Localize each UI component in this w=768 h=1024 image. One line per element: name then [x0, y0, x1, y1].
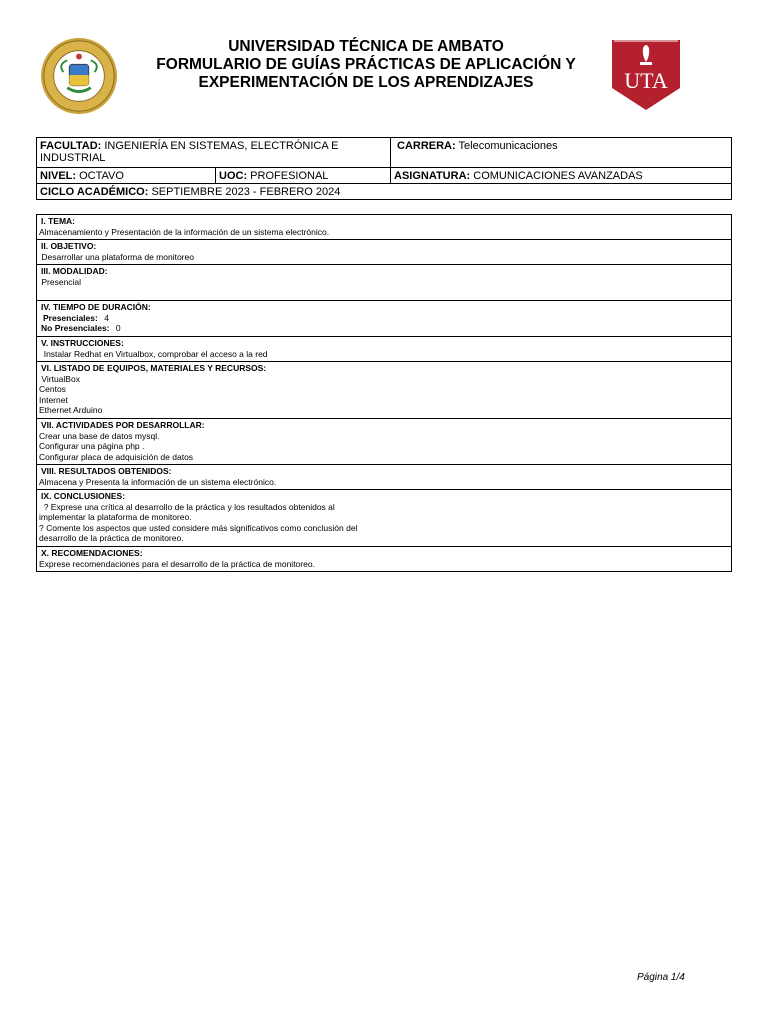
- page-number: Página 1/4: [637, 972, 685, 983]
- document-header: [0, 0, 768, 120]
- section-text: Configurar una página php .: [39, 441, 145, 451]
- uoc-value: PROFESIONAL: [250, 170, 329, 182]
- nivel-cell: [37, 168, 216, 184]
- section-text: implementar la plataforma de monitoreo.: [39, 512, 192, 522]
- uoc-cell: [216, 168, 391, 184]
- practice-guide-table: [36, 214, 732, 572]
- facultad-label: FACULTAD:: [40, 140, 102, 152]
- section-text: Presencial: [39, 276, 82, 287]
- section-text: Configurar placa de adquisición de datos: [39, 451, 194, 462]
- section-title: V. INSTRUCCIONES:: [41, 338, 124, 348]
- section-text: Exprese recomendaciones para el desarrollo de la práctica de monitoreo.: [39, 558, 315, 569]
- svg-text:UTA: UTA: [624, 68, 668, 93]
- section-text: Almacenamiento y Presentación de la información de un sistema electrónico.: [39, 226, 330, 237]
- document-title: [140, 38, 592, 92]
- section-text: Instalar Redhat en Virtualbox, comprobar el acceso a la red: [39, 348, 268, 359]
- section-text: Almacena y Presenta la información de un sistema electrónico.: [39, 476, 277, 487]
- university-seal-icon: [40, 37, 118, 115]
- section-title: X. RECOMENDACIONES:: [41, 548, 143, 558]
- facultad-cell: [37, 138, 391, 168]
- section-listado: [37, 362, 732, 419]
- ciclo-label: CICLO ACADÉMICO:: [40, 186, 149, 198]
- section-text: Ethernet Arduino: [39, 405, 103, 415]
- no-presenciales-value: 0: [115, 323, 121, 333]
- carrera-value: Telecomunicaciones: [458, 140, 558, 152]
- course-info-table: [36, 137, 732, 200]
- facultad-value-2: INDUSTRIAL: [40, 152, 106, 164]
- asignatura-value: COMUNICACIONES AVANZADAS: [473, 170, 643, 182]
- section-recomendaciones: [37, 547, 732, 572]
- section-title: IV. TIEMPO DE DURACIÓN:: [41, 302, 151, 312]
- no-presenciales-row: [39, 323, 729, 334]
- asignatura-label: ASIGNATURA:: [394, 170, 471, 182]
- presenciales-value: 4: [104, 312, 109, 323]
- section-title: III. MODALIDAD:: [41, 266, 108, 276]
- nivel-value: OCTAVO: [79, 170, 124, 182]
- section-text: Internet: [39, 394, 68, 405]
- section-instrucciones: [37, 337, 732, 362]
- section-text: Desarrollar una plataforma de monitoreo: [39, 251, 194, 262]
- no-presenciales-label: No Presenciales:: [41, 323, 110, 333]
- section-actividades: [37, 419, 732, 465]
- ciclo-cell: [37, 184, 732, 200]
- uoc-label: UOC:: [219, 170, 248, 182]
- section-conclusiones: [37, 490, 732, 547]
- section-text: VirtualBox: [39, 373, 80, 384]
- carrera-label: CARRERA:: [397, 140, 456, 152]
- section-text: Centos: [39, 384, 66, 394]
- nivel-label: NIVEL:: [40, 170, 77, 182]
- section-text: ? Comente los aspectos que usted considere más significativos como conclusión del: [39, 522, 358, 533]
- section-text: desarrollo de la práctica de monitoreo.: [39, 533, 184, 543]
- section-title: VII. ACTIVIDADES POR DESARROLLAR:: [41, 420, 205, 430]
- section-text: Crear una base de datos mysql.: [39, 430, 160, 441]
- section-tema: [37, 215, 732, 240]
- title-line-3: EXPERIMENTACIÓN DE LOS APRENDIZAJES: [198, 74, 534, 91]
- section-resultados: [37, 465, 732, 490]
- presenciales-row: [39, 313, 729, 324]
- section-title: I. TEMA:: [41, 216, 75, 226]
- section-title: VI. LISTADO DE EQUIPOS, MATERIALES Y RECURSOS:: [41, 363, 267, 373]
- section-objetivo: [37, 240, 732, 265]
- title-line-1: UNIVERSIDAD TÉCNICA DE AMBATO: [228, 38, 504, 55]
- uta-logo-icon: [610, 38, 682, 112]
- section-title: IX. CONCLUSIONES:: [41, 491, 126, 501]
- section-text: ? Exprese una crítica al desarrollo de la práctica y los resultados obtenidos al: [39, 501, 335, 512]
- presenciales-label: Presenciales:: [43, 312, 98, 323]
- section-modalidad: [37, 265, 732, 301]
- section-title: VIII. RESULTADOS OBTENIDOS:: [41, 466, 172, 476]
- section-title: II. OBJETIVO:: [41, 241, 97, 251]
- facultad-value: INGENIERÍA EN SISTEMAS, ELECTRÓNICA E: [104, 140, 339, 152]
- title-line-2: FORMULARIO DE GUÍAS PRÁCTICAS DE APLICACIÓN Y: [156, 56, 576, 73]
- asignatura-cell: [391, 168, 732, 184]
- carrera-cell: [391, 138, 732, 168]
- section-tiempo: [37, 301, 732, 337]
- ciclo-value: SEPTIEMBRE 2023 - FEBRERO 2024: [151, 186, 341, 198]
